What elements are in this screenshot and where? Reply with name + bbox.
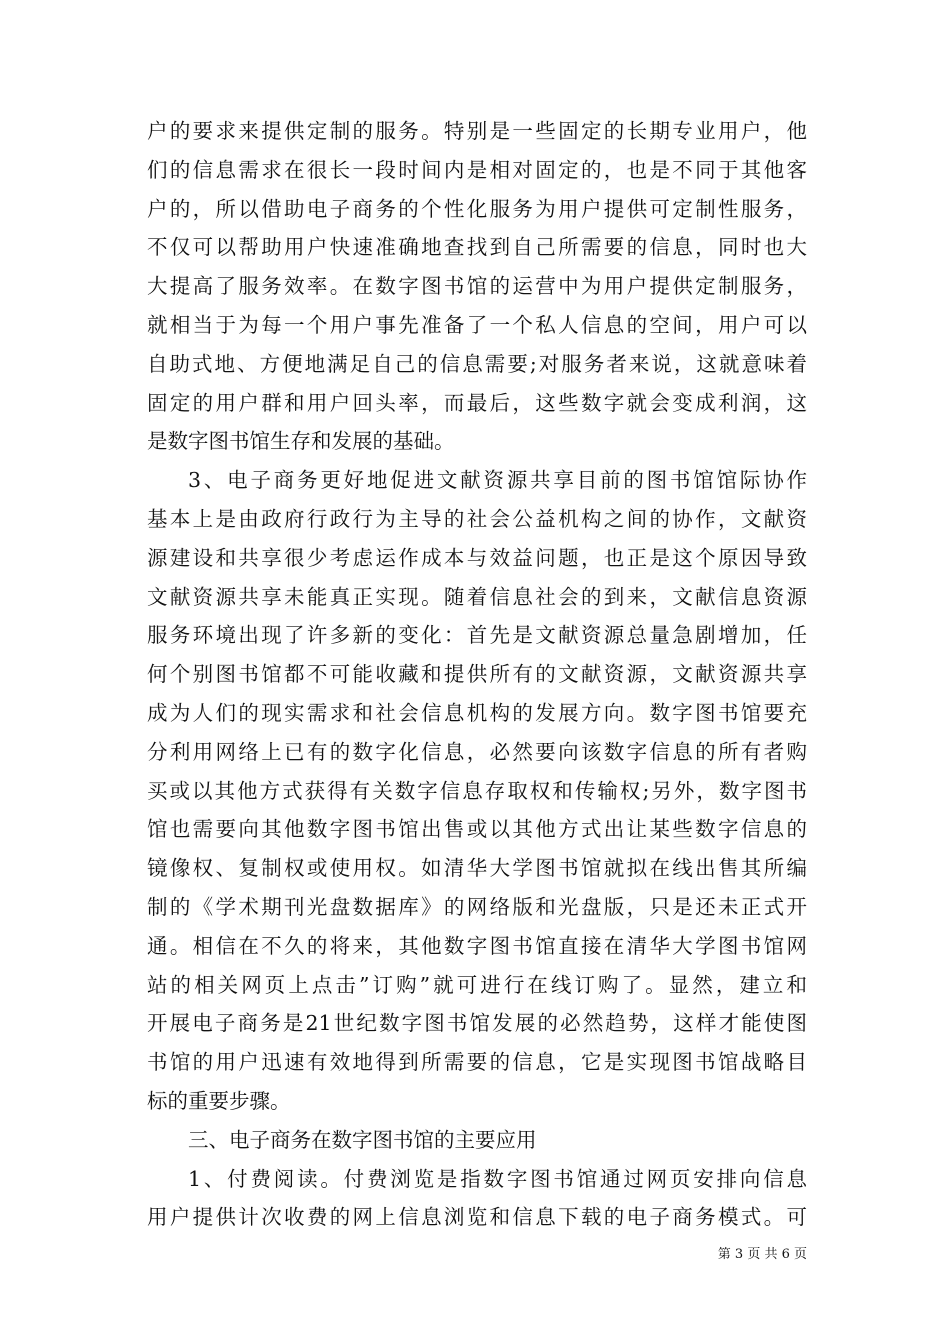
- text-line: 三、电子商务在数字图书馆的主要应用: [188, 1127, 537, 1152]
- text-line: 通。相信在不久的将来，其他数字图书馆直接在清华大学图书馆网: [147, 933, 807, 958]
- page-footer: 第 3 页 共 6 页: [717, 1247, 807, 1262]
- text-line: 大提高了服务效率。在数字图书馆的运营中为用户提供定制服务，: [147, 274, 807, 299]
- text-line: 固定的用户群和用户回头率，而最后，这些数字就会变成利润，这: [147, 390, 807, 415]
- text-line: 镜像权、复制权或使用权。如清华大学图书馆就拟在线出售其所编: [147, 856, 807, 881]
- text-line: 制的《学术期刊光盘数据库》的网络版和光盘版，只是还未正式开: [147, 894, 807, 919]
- text-line: 开展电子商务是21世纪数字图书馆发展的必然趋势，这样才能使图: [147, 1011, 807, 1036]
- text-line: 1、付费阅读。付费浏览是指数字图书馆通过网页安排向信息: [188, 1166, 807, 1191]
- text-line: 自助式地、方便地满足自己的信息需要;对服务者来说，这就意味着: [147, 351, 807, 376]
- text-line: 成为人们的现实需求和社会信息机构的发展方向。数字图书馆要充: [147, 700, 807, 725]
- text-line: 户的，所以借助电子商务的个性化服务为用户提供可定制性服务，: [147, 196, 807, 221]
- text-line: 户的要求来提供定制的服务。特别是一些固定的长期专业用户，他: [147, 119, 807, 143]
- text-line: 分利用网络上已有的数字化信息，必然要向该数字信息的所有者购: [147, 739, 807, 764]
- text-line: 3、电子商务更好地促进文献资源共享目前的图书馆馆际协作: [188, 468, 807, 493]
- text-line: 源建设和共享很少考虑运作成本与效益问题，也正是这个原因导致: [147, 545, 807, 570]
- text-line: 用户提供计次收费的网上信息浏览和信息下载的电子商务模式。可: [147, 1205, 807, 1230]
- text-line: 何个别图书馆都不可能收藏和提供所有的文献资源，文献资源共享: [147, 662, 807, 687]
- text-line: 是数字图书馆生存和发展的基础。: [147, 429, 455, 454]
- text-line: 不仅可以帮助用户快速准确地查找到自己所需要的信息，同时也大: [147, 235, 807, 260]
- text-line: 买或以其他方式获得有关数字信息存取权和传输权;另外，数字图书: [147, 778, 807, 803]
- text-line: 基本上是由政府行政行为主导的社会公益机构之间的协作，文献资: [147, 506, 807, 531]
- text-line: 站的相关网页上点击”订购”就可进行在线订购了。显然，建立和: [147, 972, 807, 997]
- text-line: 文献资源共享未能真正实现。随着信息社会的到来，文献信息资源: [147, 584, 807, 609]
- text-line: 标的重要步骤。: [147, 1088, 291, 1113]
- body-text: [147, 112, 807, 1237]
- text-line: 书馆的用户迅速有效地得到所需要的信息，它是实现图书馆战略目: [147, 1050, 807, 1075]
- text-line: 服务环境出现了许多新的变化：首先是文献资源总量急剧增加，任: [147, 623, 807, 648]
- text-line: 们的信息需求在很长一段时间内是相对固定的，也是不同于其他客: [147, 157, 807, 182]
- text-line: 就相当于为每一个用户事先准备了一个私人信息的空间，用户可以: [147, 312, 807, 337]
- text-line: 馆也需要向其他数字图书馆出售或以其他方式出让某些数字信息的: [147, 817, 807, 842]
